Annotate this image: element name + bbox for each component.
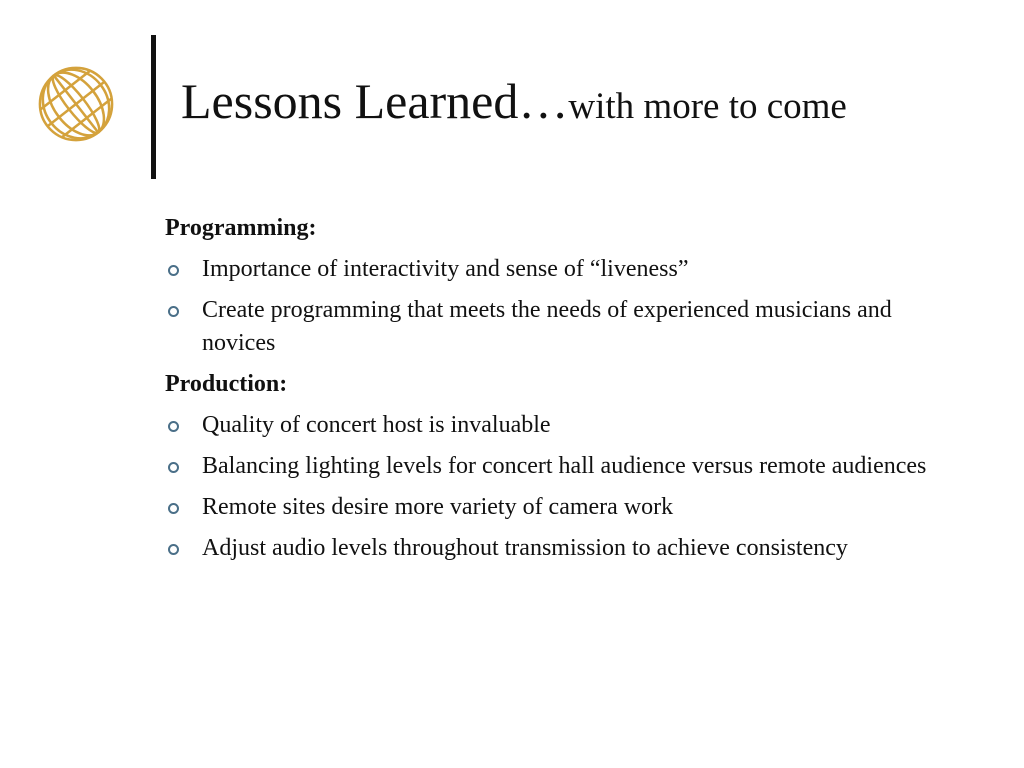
bullet-circle-icon <box>168 544 179 555</box>
programming-bullet-list <box>165 253 955 360</box>
title-main: Lessons Learned… <box>181 73 569 129</box>
section-heading-programming: Programming: <box>165 215 317 241</box>
slide-title <box>181 73 847 129</box>
bullet-item <box>165 253 955 286</box>
bullet-item <box>165 491 955 524</box>
globe-icon <box>37 65 115 143</box>
bullet-circle-icon <box>168 306 179 317</box>
bullet-item <box>165 409 955 442</box>
bullet-item <box>165 450 955 483</box>
title-divider <box>151 35 156 179</box>
bullet-circle-icon <box>168 462 179 473</box>
bullet-item <box>165 532 955 565</box>
slide-content <box>165 212 955 573</box>
production-bullet-list <box>165 409 955 565</box>
bullet-text: Create programming that meets the needs of experienced musicians and novices <box>202 297 892 356</box>
bullet-text: Balancing lighting levels for concert hall audience versus remote audiences <box>202 453 927 479</box>
bullet-text: Quality of concert host is invaluable <box>202 412 551 438</box>
bullet-text: Adjust audio levels throughout transmission to achieve consistency <box>202 535 848 561</box>
title-subtitle: with more to come <box>568 86 847 127</box>
bullet-circle-icon <box>168 503 179 514</box>
bullet-circle-icon <box>168 265 179 276</box>
bullet-text: Importance of interactivity and sense of “liveness” <box>202 256 689 282</box>
bullet-text: Remote sites desire more variety of camera work <box>202 494 674 520</box>
bullet-circle-icon <box>168 421 179 432</box>
section-heading-production: Production: <box>165 371 288 397</box>
bullet-item <box>165 294 955 360</box>
